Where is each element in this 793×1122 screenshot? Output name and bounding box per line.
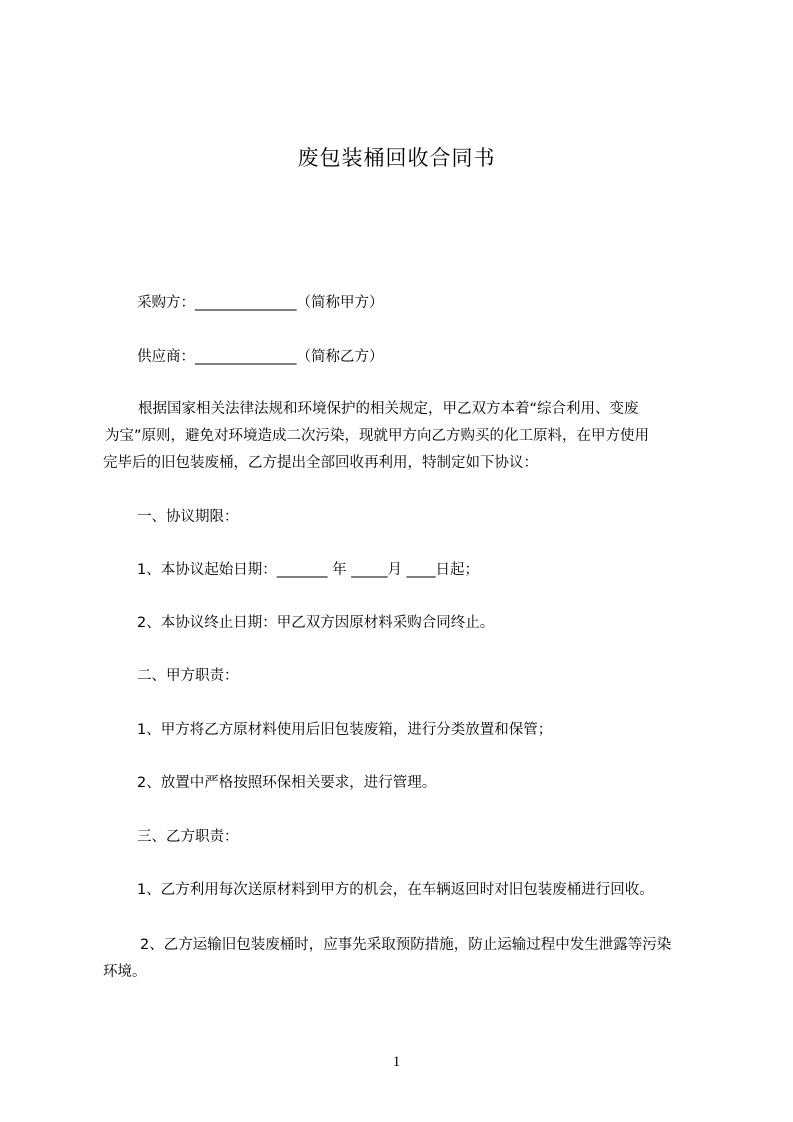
section-1-heading: 一、协议期限： xyxy=(137,509,239,525)
section-3-item-2-line-2: 环境。 xyxy=(103,964,147,980)
intro-line-3: 完毕后的旧包装废桶，乙方提出全部回收再利用，特制定如下协议： xyxy=(103,455,538,471)
section-2-item-2: 2、放置中严格按照环保相关要求，进行管理。 xyxy=(137,775,437,791)
section-3-item-2-line-1: 2、乙方运输旧包装废桶时，应事先采取预防措施，防止运输过程中发生泄露等污染 xyxy=(140,937,672,953)
intro-paragraph xyxy=(103,396,700,477)
supplier-line: 供应商：______________（简称乙方） xyxy=(137,349,384,365)
intro-line-1: 根据国家相关法律法规和环境保护的相关规定，甲乙双方本着“综合利用、变废 xyxy=(138,401,639,417)
document-title: 废包装桶回收合同书 xyxy=(297,146,496,170)
section-3-item-1: 1、乙方利用每次送原材料到甲方的机会，在车辆返回时对旧包装废桶进行回收。 xyxy=(137,882,654,898)
section-2-item-1: 1、甲方将乙方原材料使用后旧包装废箱，进行分类放置和保管； xyxy=(137,722,553,738)
intro-line-2: 为宝”原则，避免对环境造成二次污染，现就甲方向乙方购买的化工原料，在甲方使用 xyxy=(105,428,650,444)
section-1-item-1: 1、本协议起始日期：_______ 年 _____月 ____日起； xyxy=(137,562,480,578)
section-2-heading: 二、甲方职责： xyxy=(137,668,239,684)
buyer-line: 采购方：______________（简称甲方） xyxy=(137,295,384,311)
section-1-item-2: 2、本协议终止日期：甲乙双方因原材料采购合同终止。 xyxy=(137,615,495,631)
section-3-heading: 三、乙方职责： xyxy=(137,829,239,845)
page-number: 1 xyxy=(392,1054,401,1070)
